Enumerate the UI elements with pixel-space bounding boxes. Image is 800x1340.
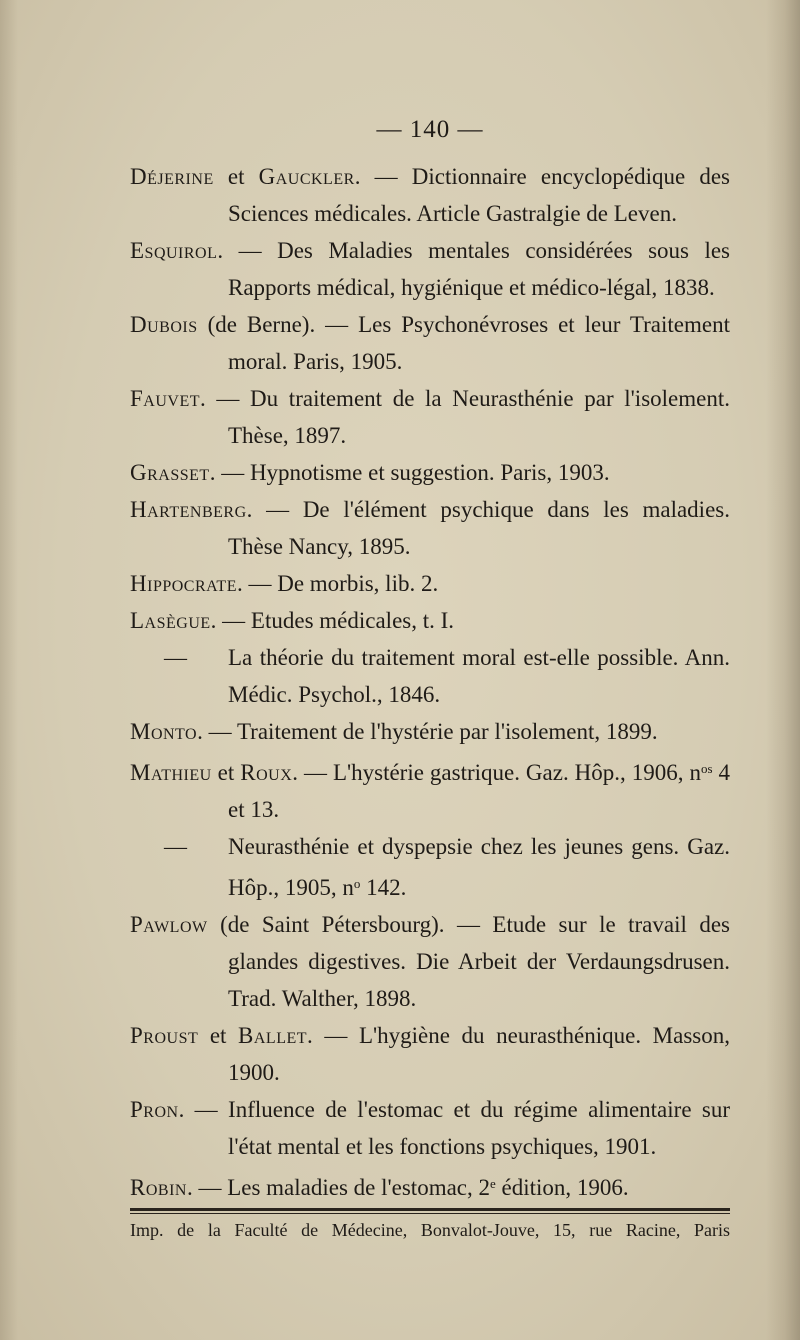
bibliography-entry xyxy=(130,565,730,602)
entry-author: Monto xyxy=(130,719,198,744)
entry-author: Lasègue xyxy=(130,608,211,633)
page-shadow-right xyxy=(766,0,800,1340)
bibliography-entry xyxy=(130,906,730,1017)
entry-dash: — xyxy=(164,645,187,670)
entry-author: Robin xyxy=(130,1175,187,1200)
bibliography-entry xyxy=(130,1017,730,1091)
entry-text: . — Etudes médicales, t. I. xyxy=(210,608,455,633)
bibliography-entry xyxy=(130,828,730,906)
entry-dash: — xyxy=(164,834,187,859)
entry-text: . — De l'élément psychique dans les maladies. Thèse Nancy, 1895. xyxy=(228,497,730,559)
entry-text: (de Berne). — Les Psychonévroses et leur Traitement moral. Paris, 1905. xyxy=(197,312,730,374)
bibliography-entry xyxy=(130,306,730,380)
entry-text: La théorie du traitement moral est-elle possible. Ann. Médic. Psychol., 1846. xyxy=(228,645,730,707)
entry-superscript: o xyxy=(353,876,361,891)
printer-imprint: Imp. de la Faculté de Médecine, Bonvalot-Jouve, 15, rue Racine, Paris xyxy=(130,1220,730,1240)
entry-author: Gauckler xyxy=(258,164,355,189)
entry-author: Hippocrate xyxy=(130,571,237,596)
bibliography-entry xyxy=(130,639,730,713)
entry-author: Pawlow xyxy=(130,912,208,937)
entry-superscript: e xyxy=(490,1176,496,1191)
entry-text: 4 et 13. xyxy=(228,760,730,822)
bibliography-entry xyxy=(130,454,730,491)
entry-text: (de Saint Pétersbourg). — Etude sur le travail des glandes digestives. Die Arbeit der Verdaungsdrusen. Trad. Walther, 1898. xyxy=(207,912,730,1011)
entry-author: Mathieu xyxy=(130,760,212,785)
bibliography-entry xyxy=(130,713,730,750)
bibliography-entry xyxy=(130,1165,730,1206)
entry-author: Proust xyxy=(130,1023,199,1048)
bibliography-entry xyxy=(130,380,730,454)
entry-author-joiner: et xyxy=(198,1023,239,1048)
entry-text: 142. xyxy=(360,875,407,900)
entry-author: Pron xyxy=(130,1097,179,1122)
entry-author: Hartenberg xyxy=(130,497,247,522)
entry-author: Fauvet xyxy=(130,386,201,411)
bibliography-list xyxy=(130,158,730,1206)
bibliography-entry xyxy=(130,1091,730,1165)
entry-author: Ballet xyxy=(238,1023,308,1048)
entry-text: Neurasthénie et dyspepsie chez les jeunes gens. Gaz. Hôp., 1905, n xyxy=(228,834,730,900)
entry-superscript: os xyxy=(700,761,713,776)
bibliography-entry xyxy=(130,491,730,565)
entry-author-joiner: et xyxy=(213,164,259,189)
page-number: — 140 — xyxy=(376,116,484,143)
entry-author-joiner: et xyxy=(211,760,241,785)
entry-author: Roux xyxy=(240,760,293,785)
entry-author: Dubois xyxy=(130,312,198,337)
entry-text: . — L'hystérie gastrique. Gaz. Hôp., 1906, n xyxy=(292,760,701,785)
footer-rule xyxy=(130,1208,730,1214)
entry-text: . — Hypnotisme et suggestion. Paris, 1903. xyxy=(209,460,610,485)
entry-text: . — Dictionnaire encyclopédique des Sciences médicales. Article Gastralgie de Leven. xyxy=(228,164,730,226)
entry-author: Déjerine xyxy=(130,164,214,189)
bibliography-entry xyxy=(130,750,730,828)
entry-text: . — Influence de l'estomac et du régime alimentaire sur l'état mental et les fonctions psychiques, 1901. xyxy=(178,1097,730,1159)
entry-author: Esquirol xyxy=(130,238,218,263)
bibliography-entry xyxy=(130,158,730,232)
entry-text: . — Les maladies de l'estomac, 2 xyxy=(186,1175,491,1200)
entry-author: Grasset xyxy=(130,460,210,485)
entry-text: . — De morbis, lib. 2. xyxy=(236,571,439,596)
bibliography-entry xyxy=(130,602,730,639)
page-shadow-left xyxy=(0,0,18,1340)
entry-text: . — Traitement de l'hystérie par l'isolement, 1899. xyxy=(197,719,658,744)
entry-text: . — Des Maladies mentales considérées sous les Rapports médical, hygiénique et médico-légal, 1838. xyxy=(217,238,730,300)
entry-text: . — L'hygiène du neurasthénique. Masson, 1900. xyxy=(228,1023,730,1085)
entry-text: . — Du traitement de la Neurasthénie par l'isolement. Thèse, 1897. xyxy=(200,386,730,448)
entry-text: édition, 1906. xyxy=(495,1175,629,1200)
bibliography-entry xyxy=(130,232,730,306)
